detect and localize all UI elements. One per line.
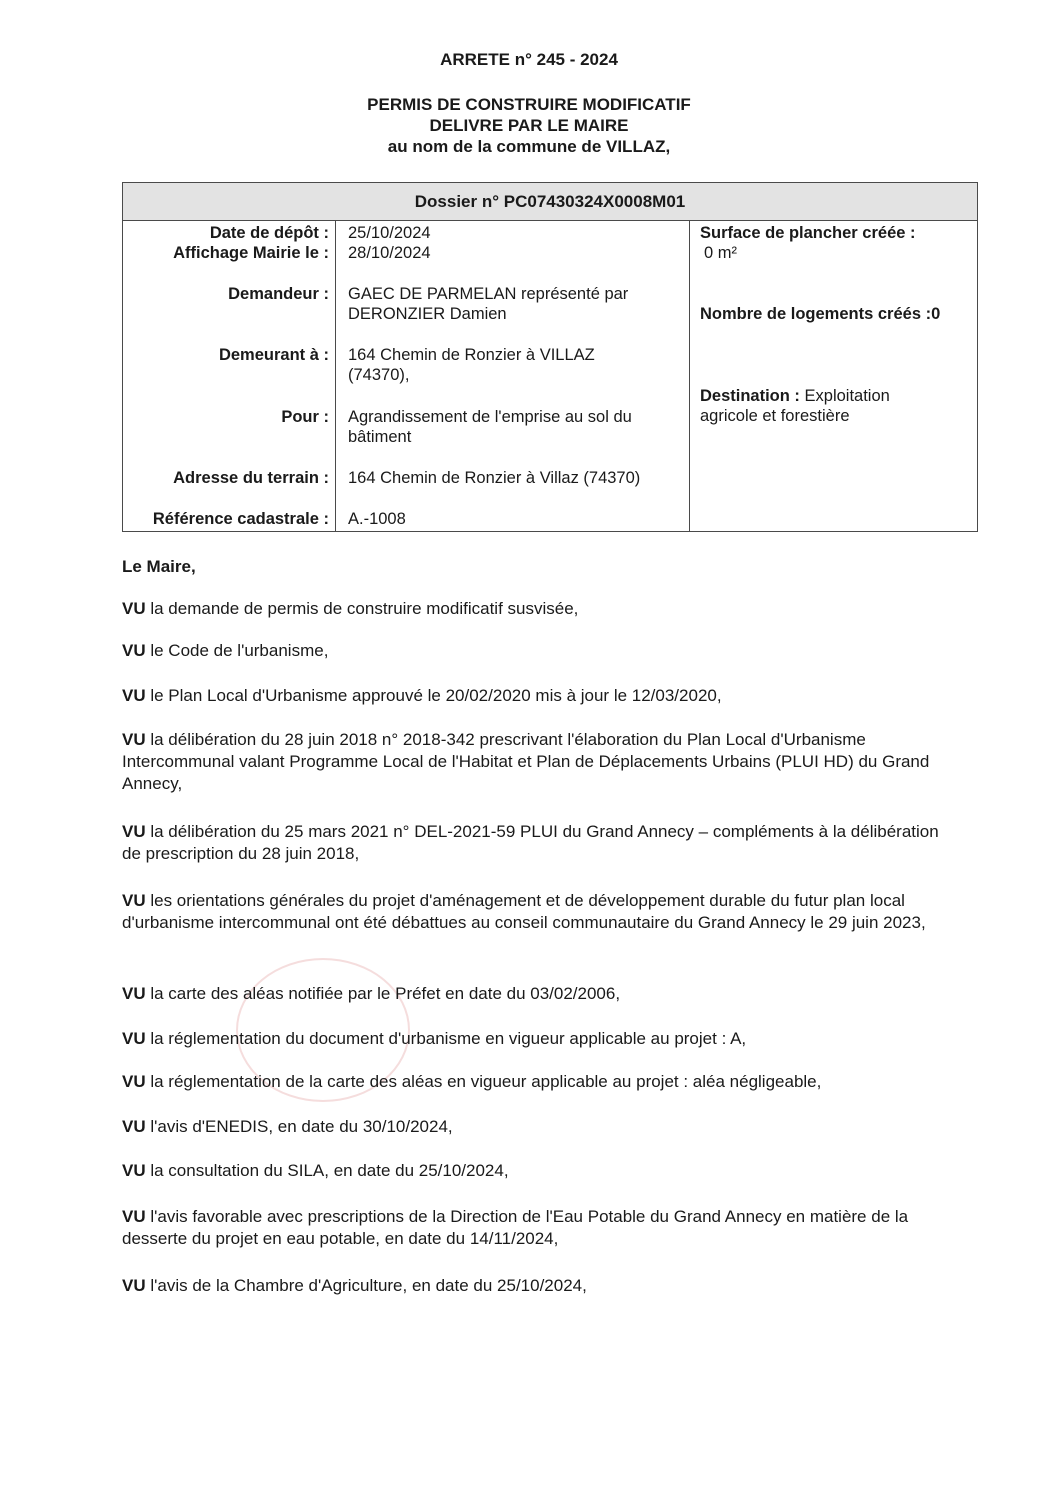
vu-item	[122, 1028, 952, 1050]
vu-item	[122, 890, 952, 934]
vu-item	[122, 1071, 952, 1093]
vu-keyword: VU	[122, 1207, 146, 1226]
destination-line-1	[700, 386, 970, 406]
arrete-title: ARRETE n° 245 - 2024	[440, 50, 618, 69]
vu-text: la carte des aléas notifiée par le Préfet en date du 03/02/2006,	[145, 984, 621, 1003]
vu-item	[122, 685, 952, 707]
label-pour: Pour :	[281, 408, 329, 426]
value-date-depot: 25/10/2024	[348, 224, 431, 242]
vu-text: l'avis d'ENEDIS, en date du 30/10/2024,	[145, 1117, 453, 1136]
vu-text: la demande de permis de construire modificatif susvisée,	[145, 599, 579, 618]
vu-text: la délibération du 25 mars 2021 n° DEL-2021-59 PLUI du Grand Annecy – compléments à la délibération de prescription du 28 juin 2018,	[122, 822, 939, 863]
dossier-table	[122, 182, 978, 532]
vu-item	[122, 598, 952, 620]
value-pour-1: Agrandissement de l'emprise au sol du	[348, 408, 632, 426]
vu-keyword: VU	[122, 1161, 146, 1180]
vu-keyword: VU	[122, 891, 146, 910]
destination-value-2: agricole et forestière	[700, 407, 850, 425]
vu-keyword: VU	[122, 822, 146, 841]
label-date-depot: Date de dépôt :	[209, 224, 329, 242]
permit-subtitle	[0, 94, 1058, 157]
vu-text: le Code de l'urbanisme,	[145, 641, 329, 660]
subtitle-line-3: au nom de la commune de VILLAZ,	[387, 137, 671, 156]
vu-keyword: VU	[122, 1029, 146, 1048]
vu-text: l'avis favorable avec prescriptions de la Direction de l'Eau Potable du Grand Annecy en matière de la desserte du projet en eau potable, en date du 14/11/2024,	[122, 1207, 909, 1248]
vu-item	[122, 1160, 952, 1182]
vu-keyword: VU	[122, 1117, 146, 1136]
labels-column	[123, 221, 336, 532]
destination-value-1: Exploitation	[804, 387, 890, 405]
label-affichage: Affichage Mairie le :	[173, 244, 329, 262]
vu-keyword: VU	[122, 730, 146, 749]
value-adresse: 164 Chemin de Ronzier à Villaz (74370)	[348, 469, 641, 487]
subtitle-line-2: DELIVRE PAR LE MAIRE	[429, 116, 629, 135]
subtitle-line-1: PERMIS DE CONSTRUIRE MODIFICATIF	[367, 95, 691, 114]
vu-keyword: VU	[122, 1072, 146, 1091]
vu-item	[122, 1275, 952, 1297]
value-demeurant-1: 164 Chemin de Ronzier à VILLAZ	[348, 346, 595, 364]
values-column	[336, 221, 690, 532]
surface-value: 0 m²	[704, 244, 737, 262]
vu-item	[122, 1206, 952, 1250]
vu-text: la délibération du 28 juin 2018 n° 2018-342 prescrivant l'élaboration du Plan Local d'Urbanisme Intercommunal valant Programme Local de l'Habitat et Plan de Déplacements Urbains (PLUI HD) du Grand Annecy,	[122, 730, 930, 793]
value-affichage: 28/10/2024	[348, 244, 431, 262]
label-adresse: Adresse du terrain :	[173, 469, 329, 487]
label-demandeur: Demandeur :	[228, 285, 329, 303]
vu-item	[122, 983, 952, 1005]
vu-text: le Plan Local d'Urbanisme approuvé le 20/02/2020 mis à jour le 12/03/2020,	[145, 686, 722, 705]
label-reference: Référence cadastrale :	[152, 510, 329, 528]
vu-keyword: VU	[122, 599, 146, 618]
vu-item	[122, 640, 952, 662]
dossier-number: Dossier n° PC07430324X0008M01	[123, 183, 978, 221]
value-demandeur-1: GAEC DE PARMELAN représenté par	[348, 285, 629, 303]
vu-item	[122, 1116, 952, 1138]
summary-column	[690, 221, 978, 532]
vu-keyword: VU	[122, 686, 146, 705]
surface-label: Surface de plancher créée :	[700, 224, 916, 242]
vu-keyword: VU	[122, 1276, 146, 1295]
destination-label: Destination :	[700, 387, 800, 405]
vu-text: la consultation du SILA, en date du 25/10/2024,	[145, 1161, 509, 1180]
logements-count: Nombre de logements créés :0	[700, 305, 941, 323]
vu-text: la réglementation de la carte des aléas en vigueur applicable au projet : aléa négligeable,	[145, 1072, 822, 1091]
vu-text: l'avis de la Chambre d'Agriculture, en date du 25/10/2024,	[145, 1276, 587, 1295]
vu-item	[122, 729, 952, 795]
label-demeurant: Demeurant à :	[218, 346, 329, 364]
vu-text: les orientations générales du projet d'aménagement et de développement durable du futur plan local d'urbanisme intercommunal ont été débattues au conseil communautaire du Grand Annecy le 29 juin 2023,	[122, 891, 926, 932]
value-demeurant-2: (74370),	[348, 366, 410, 384]
vu-keyword: VU	[122, 984, 146, 1003]
value-demandeur-2: DERONZIER Damien	[348, 305, 507, 323]
mayor-heading: Le Maire,	[122, 557, 196, 576]
value-pour-2: bâtiment	[348, 428, 412, 446]
vu-text: la réglementation du document d'urbanisme en vigueur applicable au projet : A,	[145, 1029, 747, 1048]
vu-item	[122, 821, 952, 865]
value-reference: A.-1008	[348, 510, 406, 528]
vu-keyword: VU	[122, 641, 146, 660]
